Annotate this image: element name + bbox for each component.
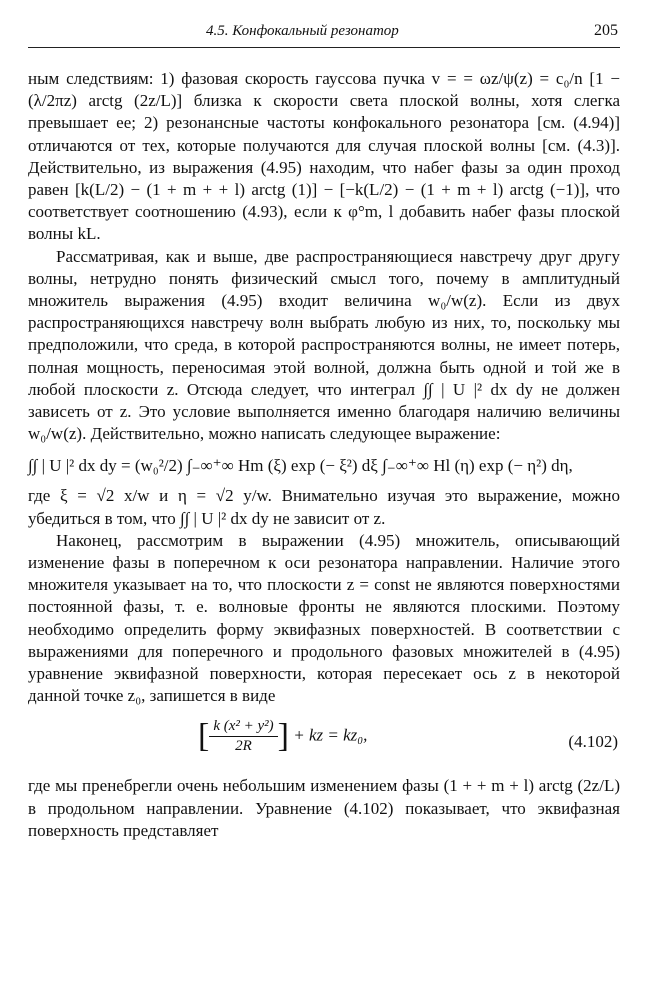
fraction-numerator: k (x² + y²)	[209, 717, 277, 737]
book-page	[28, 22, 620, 842]
page-number: 205	[594, 22, 618, 39]
fraction	[209, 717, 277, 756]
formula-equiphase-main: [ $\frac{\text{k (x² + y²)}}{2R}$ ] + kz = kz₀,	[198, 717, 368, 755]
fraction-denominator: 2R	[235, 738, 252, 755]
paragraph-5: где мы пренебрегли очень небольшим изменением фазы (1 + + m + l) arctg (2z/L) в продольном направлении. Уравнение (4.102) показывает, что эквифазная поверхность представляет	[28, 776, 620, 840]
running-header	[28, 22, 620, 48]
section-title: 4.5. Конфокальный резонатор	[206, 23, 399, 39]
formula-equiphase	[28, 717, 620, 767]
paragraph-3: где ξ = √2 x/w и η = √2 y/w. Внимательно изучая это выражение, можно убедиться в том, что ∫∫ | U |² dx dy не зависит от z.	[28, 486, 620, 528]
paragraph-2: Рассматривая, как и выше, две распространяющиеся навстречу друг другу волны, нетрудно понять физический смысл того, почему в амплитудный множитель выражения (4.95) входит величина w₀/w(z). Если из двух распространяющихся навстречу волн выбрать любую из них, то, поскольку мы предположили, что среда, в которой распространяются волны, не имеет потерь, полная мощность, переносимая этой волной, должна быть одной и той же в любой плоскости z. Отсюда следует, что интеграл ∫∫ | U |² dx dy не должен зависеть от z. Это условие выполняется именно благодаря наличию величины w₀/w(z). Действительно, можно написать следующее выражение:	[28, 246, 620, 444]
formula-integral: ∫∫ | U |² dx dy = (w₀²/2) ∫₋∞⁺∞ Hm (ξ) exp (− ξ²) dξ ∫₋∞⁺∞ Hl (η) exp (− η²) dη,	[28, 456, 573, 476]
paragraph-4: Наконец, рассмотрим в выражении (4.95) множитель, описывающий изменение фазы в поперечном к оси резонатора направлении. Наличие этого множителя указывает на то, что плоскости z = const не являются поверхностями постоянной фазы, т. е. волновые фронты не являются плоскими. Поэтому необходимо определить форму эквифазных поверхностей. В соответствии с выражениями для поперечного и продольного фазовых множителей в (4.95) уравнение эквифазной поверхности, которая пересекает ось z в некоторой данной точке z₀, запишется в виде	[28, 530, 620, 706]
formula-equiphase-rest: + kz = kz₀,	[293, 725, 368, 745]
page-body	[28, 68, 620, 842]
paragraph-1: ным следствиям: 1) фазовая скорость гауссова пучка v = = ωz/ψ(z) = c₀/n [1 − (λ/2πz) arctg (2z/L)] близка к скорости света плоской волны, хотя слегка превышает ее; 2) резонансные частоты конфокального резонатора [см. (4.94)] отличаются от тех, которые получаются для случая плоской волны [см. (4.3)]. Действительно, из выражения (4.95) находим, что набег фазы за один проход равен [k(L/2) − (1 + m + + l) arctg (1)] − [−k(L/2) − (1 + m + l) arctg (−1)], что соответствует соотношению (4.93), если к φ°m, l добавить набег фазы плоской волны kL.	[28, 69, 620, 244]
equation-number: (4.102)	[568, 732, 618, 752]
